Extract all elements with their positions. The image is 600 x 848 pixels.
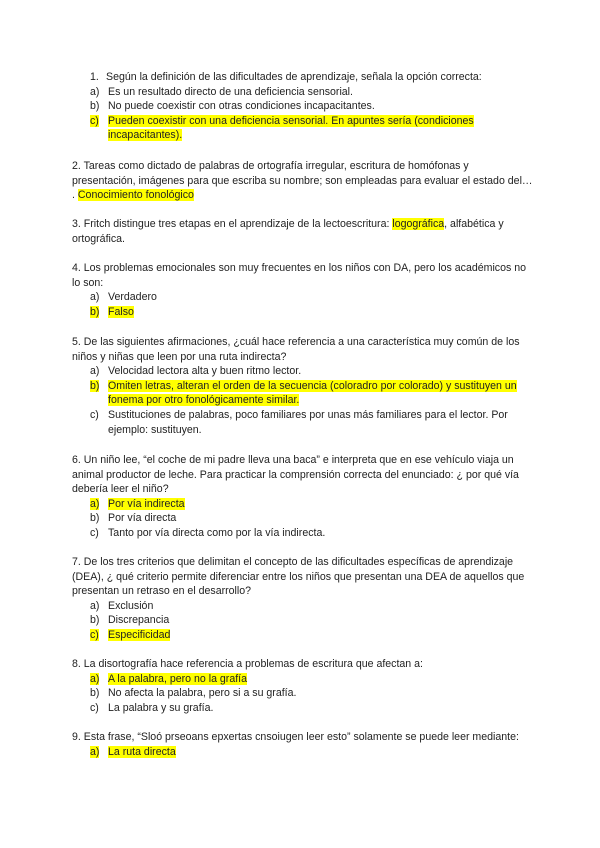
option-a-correct — [72, 672, 534, 687]
option-c-correct — [72, 114, 534, 143]
question-4 — [72, 261, 534, 319]
question-7 — [72, 555, 534, 643]
question-text: 8. La disortografía hace referencia a problemas de escritura que afectan a: — [72, 658, 423, 670]
option-a — [72, 85, 534, 100]
option-marker: b) — [90, 614, 100, 627]
option-marker: c) — [90, 408, 99, 421]
option-c — [72, 701, 534, 716]
option-b — [72, 613, 534, 628]
option-b — [72, 99, 534, 114]
option-marker: b) — [90, 379, 100, 392]
option-text: Pueden coexistir con una deficiencia sensorial. En apuntes sería (condiciones incapacitantes). — [108, 114, 474, 142]
question-text: 4. Los problemas emocionales son muy frecuentes en los niños con DA, pero los académicos no lo son: — [72, 262, 527, 289]
option-marker: a) — [90, 365, 100, 378]
question-2 — [72, 159, 534, 203]
option-a-correct — [72, 497, 534, 512]
option-b — [72, 511, 534, 526]
answer-highlight: Conocimiento fonológico — [77, 189, 194, 202]
option-text: Falso — [108, 305, 134, 318]
option-c — [72, 526, 534, 541]
question-number: 1. — [90, 71, 99, 83]
option-c-correct — [72, 628, 534, 643]
answer-highlight: logográfica — [392, 218, 445, 230]
option-text: Exclusión — [108, 599, 154, 612]
option-text: Discrepancia — [108, 614, 170, 627]
option-text: Es un resultado directo de una deficiencia sensorial. — [108, 85, 353, 98]
option-text: Especificidad — [108, 628, 171, 641]
option-text: La ruta directa — [108, 745, 176, 758]
option-marker: c) — [90, 701, 99, 714]
option-marker: a) — [90, 85, 100, 98]
option-text: Omiten letras, alteran el orden de la secuencia (coloradro por colorado) y sustituyen un fonema por otro fonológicamente similar. — [108, 379, 517, 407]
question-1 — [72, 70, 534, 143]
option-text: La palabra y su grafía. — [108, 701, 214, 714]
option-b-correct — [72, 379, 534, 408]
option-marker: a) — [90, 672, 100, 685]
option-marker: a) — [90, 497, 100, 510]
option-marker: a) — [90, 291, 100, 304]
option-marker: c) — [90, 526, 99, 539]
question-text: 9. Esta frase, “Sloó prseoans epxertas cnsoiugen leer esto” solamente se puede leer mediante: — [72, 731, 519, 743]
option-marker: c) — [90, 628, 99, 641]
option-text: Verdadero — [108, 291, 157, 304]
option-a — [72, 364, 534, 379]
question-text: Según la definición de las dificultades de aprendizaje, señala la opción correcta: — [106, 71, 482, 83]
option-b — [72, 686, 534, 701]
question-9 — [72, 730, 534, 759]
option-a-correct — [72, 745, 534, 760]
option-a — [72, 599, 534, 614]
option-text: Por vía indirecta — [108, 497, 185, 510]
option-text: No afecta la palabra, pero si a su grafía. — [108, 687, 297, 700]
question-6 — [72, 453, 534, 541]
option-marker: b) — [90, 305, 100, 318]
option-text: No puede coexistir con otras condiciones incapacitantes. — [108, 100, 375, 113]
question-text: 6. Un niño lee, “el coche de mi padre lleva una baca” e interpreta que en ese vehículo viaja un animal productor de leche. Para practicar la comprensión correcta del enunciado: ¿ por qué vía debería leer el niño? — [72, 454, 519, 496]
question-text — [72, 217, 534, 246]
question-text: 5. De las siguientes afirmaciones, ¿cuál hace referencia a una característica muy común de los niños y niñas que leen por una ruta indirecta? — [72, 336, 520, 363]
question-3 — [72, 217, 534, 246]
question-stem: 2. Tareas como dictado de palabras de ortografía irregular, escritura de homófonas y presentación, imágenes para que escriba su nombre; son empleadas para evaluar el estado del… . — [72, 160, 533, 202]
question-stem: 3. Fritch distingue tres etapas en el aprendizaje de la lectoescritura: — [72, 218, 393, 230]
option-text: A la palabra, pero no la grafía — [108, 672, 247, 685]
option-text: Tanto por vía directa como por la vía indirecta. — [108, 526, 326, 539]
question-8 — [72, 657, 534, 715]
question-text — [72, 159, 534, 203]
option-marker: b) — [90, 100, 100, 113]
option-marker: b) — [90, 687, 100, 700]
option-marker: a) — [90, 599, 100, 612]
option-a — [72, 290, 534, 305]
option-marker: c) — [90, 114, 99, 127]
option-text: Sustituciones de palabras, poco familiares por unas más familiares para el lector. Por ejemplo: sustituyen. — [108, 408, 508, 436]
option-c — [72, 408, 534, 437]
option-marker: a) — [90, 745, 100, 758]
option-b-correct — [72, 305, 534, 320]
option-marker: b) — [90, 512, 100, 525]
question-5 — [72, 335, 534, 437]
question-text: 7. De los tres criterios que delimitan el concepto de las dificultades específicas de aprendizaje (DEA), ¿ qué criterio permite diferenciar entre los niños que presentan una DEA de aquellos que presentan un retraso en el desarrollo? — [72, 556, 525, 598]
option-text: Velocidad lectora alta y buen ritmo lector. — [108, 365, 302, 378]
question-1-stem — [72, 70, 534, 85]
question-stem-end: , alfabética y ortográfica. — [72, 218, 504, 245]
option-text: Por vía directa — [108, 512, 177, 525]
